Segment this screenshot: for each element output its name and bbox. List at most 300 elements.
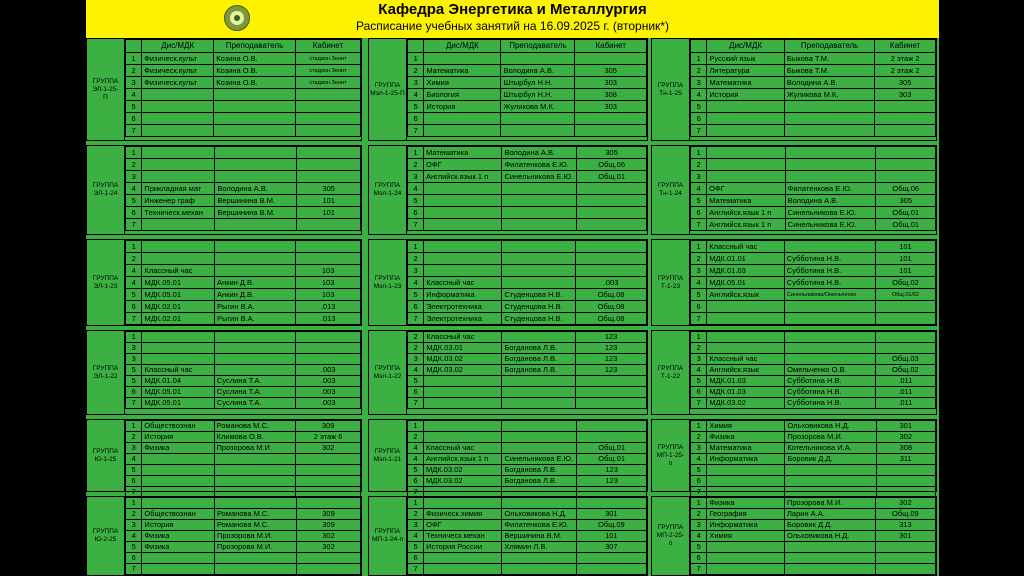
room-cell <box>297 219 361 231</box>
subject-cell <box>142 332 214 343</box>
teacher-cell: Прозорова М.И. <box>214 542 296 553</box>
lesson-number: 1 <box>126 498 142 509</box>
lesson-number: 7 <box>126 313 142 325</box>
room-cell <box>875 113 936 125</box>
teacher-cell: Субботина Н.В. <box>784 265 875 277</box>
room-cell <box>875 125 936 137</box>
schedule-table <box>690 497 936 575</box>
table-row <box>126 113 361 125</box>
table-row <box>691 301 936 313</box>
subject-cell: История <box>142 520 215 531</box>
subject-cell <box>424 253 502 265</box>
room-cell <box>577 195 647 207</box>
room-cell: .011 <box>875 398 935 409</box>
room-cell <box>297 498 361 509</box>
teacher-cell: Богданова Л.В. <box>502 354 576 365</box>
room-cell <box>875 101 936 113</box>
teacher-cell <box>502 498 576 509</box>
table-row <box>408 301 647 313</box>
teacher-cell: Вершинина В.М. <box>215 207 297 219</box>
room-cell <box>297 553 361 564</box>
subject-cell <box>142 101 214 113</box>
teacher-cell: Субботина Н.В. <box>784 253 875 265</box>
table-row <box>691 171 936 183</box>
lesson-number: 7 <box>691 125 707 137</box>
lesson-number: 2 <box>126 432 142 443</box>
teacher-cell <box>214 465 296 476</box>
subject-cell: История России <box>424 542 502 553</box>
table-row <box>126 101 361 113</box>
table-row <box>691 277 936 289</box>
room-cell: 123 <box>576 343 647 354</box>
table-row <box>408 498 647 509</box>
subject-cell: Физика <box>707 498 785 509</box>
lesson-number: 3 <box>691 354 707 365</box>
room-cell: 2 этаж 2 <box>875 65 936 77</box>
lesson-number: 6 <box>691 207 707 219</box>
subject-cell: Математика <box>424 147 502 159</box>
teacher-cell <box>785 354 876 365</box>
subject-cell <box>424 125 501 137</box>
table-row <box>408 398 647 409</box>
subject-cell <box>142 454 214 465</box>
room-cell <box>577 219 647 231</box>
table-row <box>691 241 936 253</box>
subject-cell <box>142 476 214 487</box>
schedule-date: Расписание учебных занятий на 16.09.2025 г. (вторник*) <box>356 19 669 33</box>
table-row <box>691 498 936 509</box>
subject-cell <box>707 476 785 487</box>
subject-cell <box>142 113 214 125</box>
table-row <box>126 301 361 313</box>
schedule-table <box>125 331 361 409</box>
schedule-table <box>407 240 647 325</box>
teacher-cell: Вершинина В.М. <box>215 195 297 207</box>
subject-cell <box>707 564 785 575</box>
table-row <box>408 53 647 65</box>
subject-cell: Физика <box>142 531 215 542</box>
lesson-number: 4 <box>691 277 707 289</box>
table-row <box>408 443 647 454</box>
subject-cell: Обществознан <box>142 509 215 520</box>
schedule-table <box>407 331 647 409</box>
group-block <box>368 239 648 326</box>
room-cell <box>875 343 935 354</box>
lesson-number: 6 <box>691 301 707 313</box>
teacher-cell <box>214 125 296 137</box>
table-row <box>408 207 647 219</box>
subject-cell: МДК.05.01 <box>142 289 215 301</box>
subject-cell: Физическ.культ <box>142 77 214 89</box>
teacher-cell <box>502 219 577 231</box>
teacher-cell <box>214 101 296 113</box>
room-cell <box>576 387 647 398</box>
lesson-number: 5 <box>126 376 142 387</box>
lesson-number: 2 <box>126 159 142 171</box>
room-cell <box>577 421 647 432</box>
table-row <box>126 398 361 409</box>
lesson-number: 2 <box>408 509 424 520</box>
lesson-number: 3 <box>126 443 142 454</box>
lesson-number: 6 <box>126 387 142 398</box>
teacher-cell: Студенцова Н.В. <box>502 289 576 301</box>
schedule-table <box>690 240 936 325</box>
subject-cell: Физика <box>142 443 214 454</box>
table-row <box>691 207 936 219</box>
subject-cell: МДК.03.02 <box>707 398 785 409</box>
lesson-number: 1 <box>126 241 142 253</box>
table-row <box>408 465 647 476</box>
subject-cell: Информатика <box>707 520 785 531</box>
teacher-cell: Володина А.В. <box>502 147 577 159</box>
teacher-cell <box>214 564 296 575</box>
room-cell <box>875 332 935 343</box>
lesson-number: 1 <box>126 147 142 159</box>
table-row <box>126 147 361 159</box>
subject-cell: Информатика <box>707 454 785 465</box>
lesson-number: 7 <box>408 487 424 498</box>
group-block <box>651 38 937 141</box>
column-header: Кабинет <box>875 40 936 53</box>
room-cell: Общ.01 <box>876 219 936 231</box>
room-cell: Общ.09 <box>875 509 935 520</box>
room-cell <box>577 207 647 219</box>
group-block <box>86 38 362 141</box>
table-row <box>408 354 647 365</box>
table-row <box>408 376 647 387</box>
room-cell: 305 <box>876 195 936 207</box>
lesson-number: 2 <box>408 65 424 77</box>
column-header: Преподаватель <box>784 40 874 53</box>
room-cell: 101 <box>875 253 935 265</box>
lesson-number: 7 <box>691 219 707 231</box>
group-block <box>86 330 362 415</box>
room-cell <box>875 301 935 313</box>
subject-cell: Физическ.культ <box>142 65 214 77</box>
subject-cell: Электротехника <box>424 301 502 313</box>
room-cell <box>297 147 361 159</box>
group-block <box>86 239 362 326</box>
lesson-number: 5 <box>126 289 142 301</box>
table-row <box>408 277 647 289</box>
room-cell <box>875 313 935 325</box>
table-row <box>126 432 361 443</box>
lesson-number: 7 <box>691 564 707 575</box>
teacher-cell <box>214 365 296 376</box>
schedule-table <box>125 497 361 575</box>
subject-cell: Информатика <box>424 289 502 301</box>
room-cell <box>575 113 647 125</box>
teacher-cell: Омельченко О.В. <box>785 365 876 376</box>
lesson-number: 3 <box>408 77 424 89</box>
column-header: Дис/МДК <box>707 40 785 53</box>
table-row <box>126 313 361 325</box>
subject-cell <box>707 125 785 137</box>
teacher-cell <box>215 159 297 171</box>
teacher-cell: Рыгин В.А. <box>215 301 296 313</box>
table-row <box>126 520 361 531</box>
lesson-number: 2 <box>408 432 424 443</box>
room-cell: 103 <box>296 289 361 301</box>
group-block <box>651 496 937 576</box>
table-row <box>691 343 936 354</box>
table-row <box>408 241 647 253</box>
room-cell <box>576 376 647 387</box>
subject-cell <box>424 113 501 125</box>
room-cell <box>296 253 361 265</box>
subject-cell <box>142 564 215 575</box>
room-cell <box>296 241 361 253</box>
subject-cell <box>142 147 215 159</box>
lesson-number: 2 <box>408 253 424 265</box>
subject-cell: Инженер граф <box>142 195 215 207</box>
lesson-number: 5 <box>126 195 142 207</box>
subject-cell <box>424 241 502 253</box>
teacher-cell <box>502 253 576 265</box>
teacher-cell <box>214 476 296 487</box>
lesson-number: 2 <box>126 65 142 77</box>
lesson-number: 1 <box>691 147 707 159</box>
subject-cell: МДК.05.01 <box>142 387 214 398</box>
room-cell: стадион Зенит <box>295 65 360 77</box>
group-label: ГРУППА Тн-1-24 <box>652 146 690 234</box>
teacher-cell: Ольховикова Н.Д. <box>502 509 576 520</box>
schedule-table <box>125 420 361 498</box>
subject-cell: ОФГ <box>707 183 786 195</box>
subject-cell <box>424 53 501 65</box>
teacher-cell: Богданова Л.В. <box>502 343 576 354</box>
room-cell: 101 <box>875 265 935 277</box>
teacher-cell: Синельникова Е.Ю. <box>502 454 577 465</box>
room-cell: .011 <box>875 376 935 387</box>
teacher-cell <box>785 147 876 159</box>
lesson-number: 5 <box>691 289 707 301</box>
teacher-cell <box>215 147 297 159</box>
lesson-number: 7 <box>126 219 142 231</box>
table-row <box>126 277 361 289</box>
table-row <box>691 564 936 575</box>
subject-cell: Техническ.механ <box>142 207 215 219</box>
subject-cell <box>424 498 502 509</box>
subject-cell <box>424 432 502 443</box>
teacher-cell <box>784 553 875 564</box>
lesson-number: 6 <box>691 553 707 564</box>
table-row <box>126 219 361 231</box>
room-cell: .003 <box>296 365 361 376</box>
table-row <box>408 195 647 207</box>
group-block <box>651 239 937 326</box>
teacher-cell <box>502 387 576 398</box>
teacher-cell <box>785 343 876 354</box>
teacher-cell: Суслина Т.А. <box>214 387 296 398</box>
lesson-number: 4 <box>691 531 707 542</box>
schedule-table <box>690 420 936 498</box>
table-row <box>126 332 361 343</box>
table-row <box>408 564 647 575</box>
table-row <box>126 253 361 265</box>
teacher-cell <box>215 253 296 265</box>
lesson-number: 6 <box>126 301 142 313</box>
room-cell: 2 этаж 2 <box>875 53 936 65</box>
room-cell <box>296 343 361 354</box>
table-row <box>126 159 361 171</box>
group-block <box>86 419 362 496</box>
lesson-number: 5 <box>691 376 707 387</box>
teacher-cell: Анкин Д.В. <box>215 277 296 289</box>
teacher-cell <box>784 542 875 553</box>
lesson-number: 2 <box>691 253 707 265</box>
room-cell <box>875 553 935 564</box>
room-cell <box>576 553 646 564</box>
teacher-cell: Козина О.В. <box>214 53 296 65</box>
room-cell <box>576 265 647 277</box>
schedule-table <box>125 39 361 137</box>
lesson-number: 4 <box>126 454 142 465</box>
teacher-cell: Анкин Д.В. <box>215 289 296 301</box>
room-cell <box>295 89 360 101</box>
subject-cell <box>142 89 214 101</box>
teacher-cell: Прозорова М.И. <box>785 432 876 443</box>
room-cell: 308 <box>876 443 936 454</box>
room-cell <box>875 564 935 575</box>
group-block <box>368 496 648 576</box>
table-row <box>691 354 936 365</box>
lesson-number: 7 <box>408 398 424 409</box>
room-cell: 308 <box>575 89 647 101</box>
lesson-number: 3 <box>408 520 424 531</box>
teacher-cell <box>785 465 876 476</box>
group-label: ГРУППА ЭЛ-1-25- П <box>87 39 125 140</box>
room-cell: 305 <box>875 77 936 89</box>
teacher-cell <box>502 553 576 564</box>
table-row <box>126 553 361 564</box>
room-cell: .003 <box>296 376 361 387</box>
lesson-number: 5 <box>691 465 707 476</box>
lesson-number: 4 <box>126 277 142 289</box>
room-cell <box>295 125 360 137</box>
subject-cell <box>707 313 785 325</box>
room-cell: 123 <box>576 365 647 376</box>
teacher-cell: Рыгин В.А. <box>215 313 296 325</box>
subject-cell: Химия <box>424 77 501 89</box>
teacher-cell: Прозорова М.И. <box>214 531 296 542</box>
table-row <box>691 520 936 531</box>
teacher-cell <box>785 159 876 171</box>
subject-cell <box>707 301 785 313</box>
lesson-number: 7 <box>408 564 424 575</box>
room-cell <box>875 542 935 553</box>
room-cell: 307 <box>576 542 646 553</box>
table-row <box>126 125 361 137</box>
room-cell: 101 <box>875 241 935 253</box>
lesson-number: 1 <box>408 241 424 253</box>
lesson-number: 4 <box>408 277 424 289</box>
room-cell: Общ.06 <box>876 183 936 195</box>
teacher-cell <box>502 376 576 387</box>
table-row <box>691 265 936 277</box>
room-cell: 309 <box>297 520 361 531</box>
subject-cell <box>424 195 502 207</box>
teacher-cell <box>502 432 577 443</box>
teacher-cell <box>784 564 875 575</box>
lesson-number: 5 <box>691 542 707 553</box>
lesson-number: 4 <box>408 183 424 195</box>
table-row <box>126 443 361 454</box>
subject-cell: История <box>424 101 501 113</box>
lesson-number: 6 <box>408 113 424 125</box>
subject-cell: МДК.03.02 <box>424 465 502 476</box>
teacher-cell <box>785 332 876 343</box>
subject-cell: География <box>707 509 785 520</box>
table-row <box>408 343 647 354</box>
lesson-number: 4 <box>126 89 142 101</box>
teacher-cell <box>214 498 296 509</box>
subject-cell: Литература <box>707 65 785 77</box>
teacher-cell: Богданова Л.В. <box>502 465 577 476</box>
room-cell: Общ.03 <box>875 354 935 365</box>
subject-cell: История <box>142 432 214 443</box>
lesson-number: 2 <box>126 253 142 265</box>
teacher-cell: Климова О.В. <box>214 432 296 443</box>
subject-cell: МДК.05.01 <box>142 398 214 409</box>
table-row <box>408 542 647 553</box>
subject-cell <box>707 113 785 125</box>
subject-cell <box>707 147 786 159</box>
room-cell: 303 <box>575 101 647 113</box>
subject-cell: МДК.03.02 <box>424 354 502 365</box>
table-row <box>126 376 361 387</box>
teacher-cell: Володина А.В. <box>785 195 876 207</box>
teacher-cell: Козина О.В. <box>214 77 296 89</box>
table-row <box>691 65 936 77</box>
teacher-cell: Субботина Н.В. <box>785 387 876 398</box>
teacher-cell: Ольховикова Н.Д. <box>784 531 875 542</box>
teacher-cell <box>502 277 576 289</box>
table-row <box>408 65 647 77</box>
table-row <box>408 531 647 542</box>
subject-cell <box>142 125 214 137</box>
table-row <box>408 421 647 432</box>
lesson-number: 1 <box>408 147 424 159</box>
group-block <box>651 419 937 496</box>
lesson-number: 6 <box>691 113 707 125</box>
subject-cell: Математика <box>424 65 501 77</box>
table-row <box>408 289 647 301</box>
teacher-cell <box>502 241 576 253</box>
teacher-cell: Боровик Д.Д. <box>784 520 875 531</box>
teacher-cell: Володина А.В. <box>501 65 575 77</box>
header-number-cell <box>126 40 142 53</box>
subject-cell: МДК.01.04 <box>142 376 214 387</box>
group-label: ГРУППА ЭЛ-1-23 <box>87 240 125 325</box>
subject-cell: МДК.03.02 <box>424 365 502 376</box>
column-header: Преподаватель <box>214 40 296 53</box>
subject-cell: Английск.язык <box>707 289 785 301</box>
subject-cell: Русский язык <box>707 53 785 65</box>
table-row <box>691 476 936 487</box>
teacher-cell: Вершинина В.М. <box>502 531 576 542</box>
subject-cell <box>142 241 215 253</box>
subject-cell <box>707 465 785 476</box>
group-block <box>368 419 648 496</box>
room-cell: Общ.02 <box>875 277 935 289</box>
teacher-cell: Жуликова М.К. <box>501 101 575 113</box>
teacher-cell: Прозорова М.И. <box>214 443 296 454</box>
subject-cell: МДК.01.03 <box>707 376 785 387</box>
teacher-cell <box>214 553 296 564</box>
group-label: ГРУППА Мэл-1-24 <box>369 146 407 234</box>
teacher-cell <box>501 125 575 137</box>
